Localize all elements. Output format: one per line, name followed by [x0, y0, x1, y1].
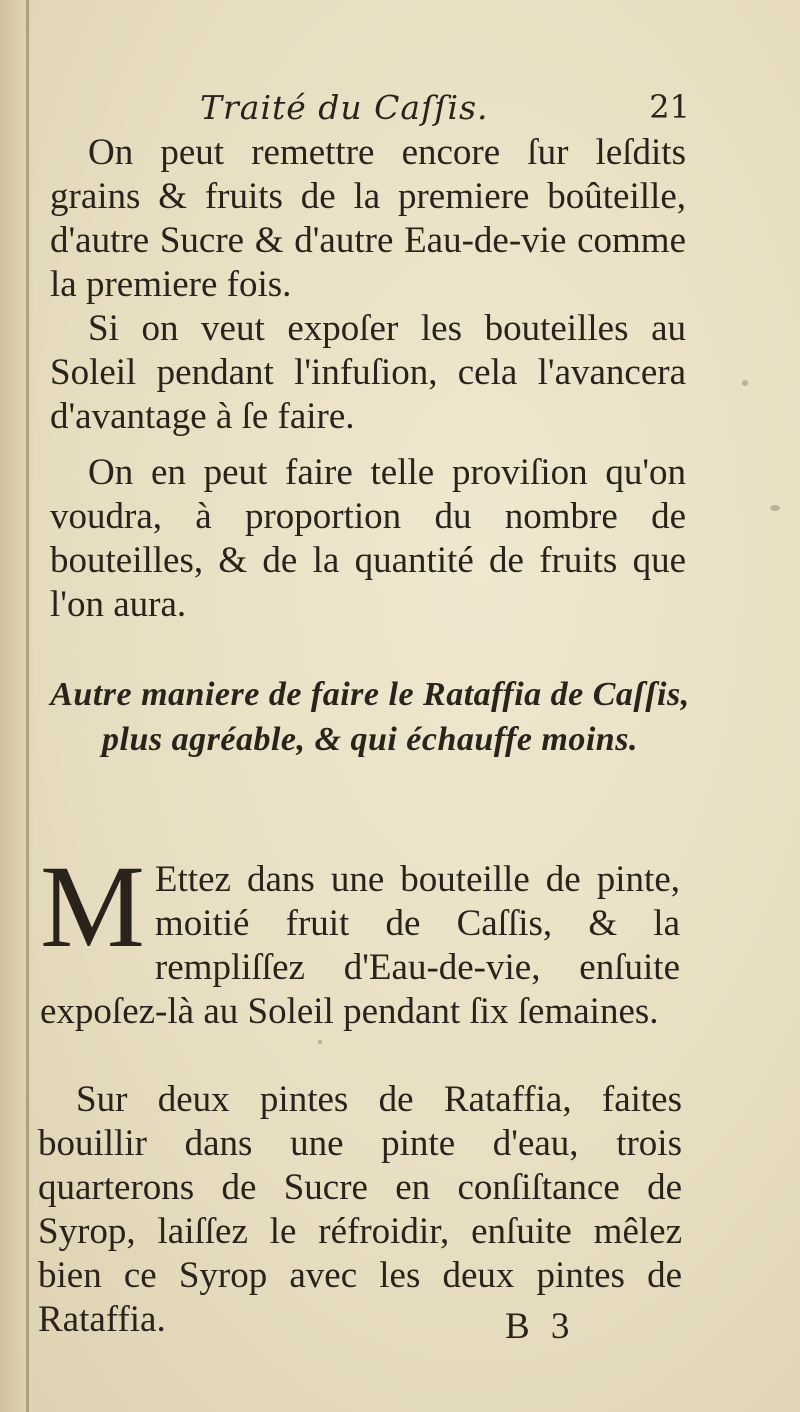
paragraph-provision — [50, 451, 686, 627]
page-number: 21 — [649, 88, 690, 126]
signature-mark: B 3 — [505, 1306, 576, 1347]
gutter-edge — [26, 0, 29, 1412]
paragraph-text: On peut remettre encore ſur leſdits grains & fruits de la premiere boûteille, d'autre Sucre & d'autre Eau-de-vie comme la premiere fois. — [50, 132, 686, 305]
paper-speck — [318, 1040, 322, 1044]
paragraph-text: On en peut faire telle proviſion qu'on voudra, à proportion du nombre de bouteilles, & de la quantité de fruits que l'on aura. — [50, 452, 686, 625]
paragraph-sun-exposure — [50, 307, 686, 439]
paragraph-text: Sur deux pintes de Rataffia, faites bouillir dans une pinte d'eau, trois quarterons de Sucre en conſiſtance de Syrop, laiſſez le réfroidir, enſuite mêlez bien ce Syrop avec les deux pintes de Rataffia. — [38, 1079, 682, 1340]
section-heading: Autre maniere de faire le Rataffia de Caſſis, plus agréable, & qui échauffe moins. — [50, 676, 690, 758]
drop-cap-letter: M — [40, 841, 145, 972]
running-title: Traité du Caſſis. — [200, 88, 489, 127]
paragraph-with-dropcap — [40, 841, 680, 1034]
paragraph-refill — [50, 131, 686, 307]
paper-speck — [770, 505, 780, 511]
paragraph-syrup — [38, 1078, 682, 1342]
paragraph-text: Si on veut expoſer les bouteilles au Soleil pendant l'infuſion, cela l'avancera d'avantage à ſe faire. — [50, 308, 686, 437]
paper-speck — [742, 380, 748, 386]
paragraph-text: Ettez dans une bouteille de pinte, moitié fruit de Caſſis, & la rempliſſez d'Eau-de-vie, enſuite expoſez-là au Soleil pendant ſix ſemaines. — [40, 859, 680, 1032]
page-header — [200, 88, 700, 132]
